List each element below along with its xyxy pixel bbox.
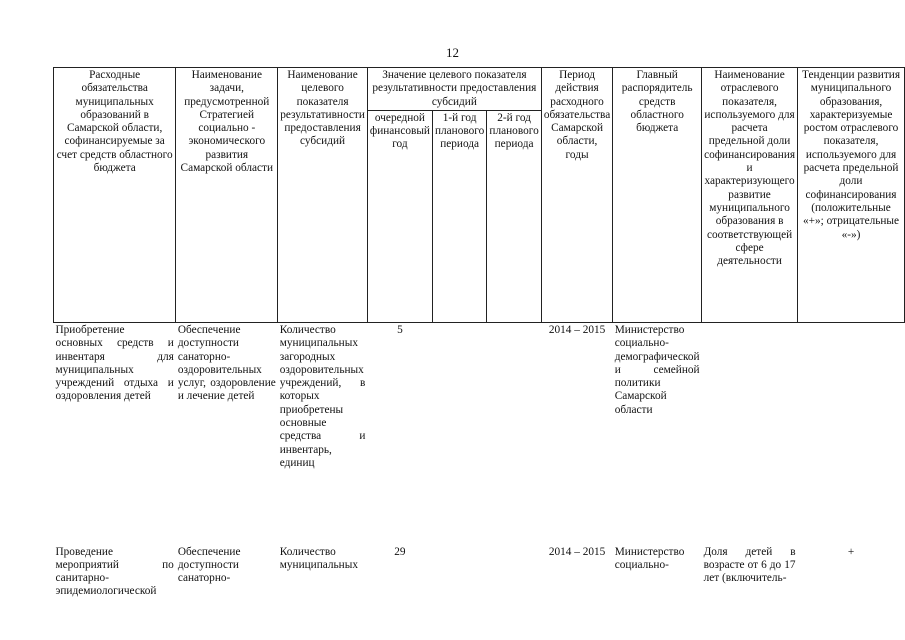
- header-sector-indicator: Наименование отраслевого показателя, используемого для расчета предельной доли софинансирования и характеризующего развитие муниципального образования в соответствующей сфере деятельности: [702, 68, 798, 323]
- header-task: Наименование задачи, предусмотренной Стратегией социально - экономического развития Самарской области: [176, 68, 278, 323]
- cell-indicator: Количество муниципальных загородных оздоровительных учреждений, в которых приобретены основные средства и инвентарь, единиц: [279, 324, 366, 469]
- header-obligations: Расходные обязательства муниципальных образований в Самарской области, софинансируемые за счет средств областного бюджета: [54, 68, 176, 323]
- table-row: [54, 545, 905, 600]
- cell-obligation: Приобретение основных средств и инвентаря для муниципальных учреждений отдыха и оздоровления детей: [55, 324, 174, 403]
- cell-obligation: Проведение мероприятий по санитарно-эпидемиологической: [55, 545, 174, 598]
- cell-indicator: Количество муниципальных: [279, 545, 358, 571]
- cell-value-y2: [487, 545, 542, 600]
- cell-value-next: 29: [394, 545, 406, 558]
- cell-task: Обеспечение доступности санаторно-: [177, 545, 241, 585]
- subsidy-table: [53, 67, 905, 600]
- cell-value-y1: [432, 545, 486, 600]
- cell-sector-indicator: [702, 323, 798, 545]
- cell-trend: +: [847, 545, 855, 558]
- cell-value-y2: [487, 323, 542, 545]
- page-number: 12: [446, 45, 459, 60]
- cell-period: 2014 – 2015: [548, 324, 606, 336]
- cell-period: 2014 – 2015: [548, 545, 606, 558]
- table-row: [54, 323, 905, 545]
- cell-task: Обеспечение доступности санаторно-оздоровительных услуг, оздоровление и лечение детей: [177, 324, 276, 403]
- header-indicator: Наименование целевого показателя результативности предоставления субсидий: [278, 68, 368, 323]
- header-period: Период действия расходного обязательства Самарской области, годы: [541, 68, 612, 323]
- header-plan-year-2: 2-й год планового периода: [487, 110, 542, 322]
- header-trend: Тенденции развития муниципального образования, характеризуемые ростом отраслевого показателя, используемого для расчета предельной доли софинансирования (положительные «+»; отрицательные «-»): [798, 68, 905, 323]
- header-manager: Главный распорядитель средств областного бюджета: [613, 68, 702, 323]
- cell-manager: Министерство социально-: [614, 545, 685, 571]
- cell-manager: Министерство социально-демографической и семейной политики Самарской области: [614, 324, 700, 416]
- cell-sector-indicator: Доля детей в возрасте от 6 до 17 лет (включитель-: [703, 545, 796, 585]
- cell-value-next: 5: [397, 324, 403, 336]
- header-plan-year-1: 1-й год планового периода: [432, 110, 486, 322]
- cell-value-y1: [432, 323, 486, 545]
- header-next-year: очередной финансовый год: [367, 110, 432, 322]
- cell-trend: [798, 323, 905, 545]
- header-target-value: Значение целевого показателя результативности предоставления субсидий: [367, 68, 541, 111]
